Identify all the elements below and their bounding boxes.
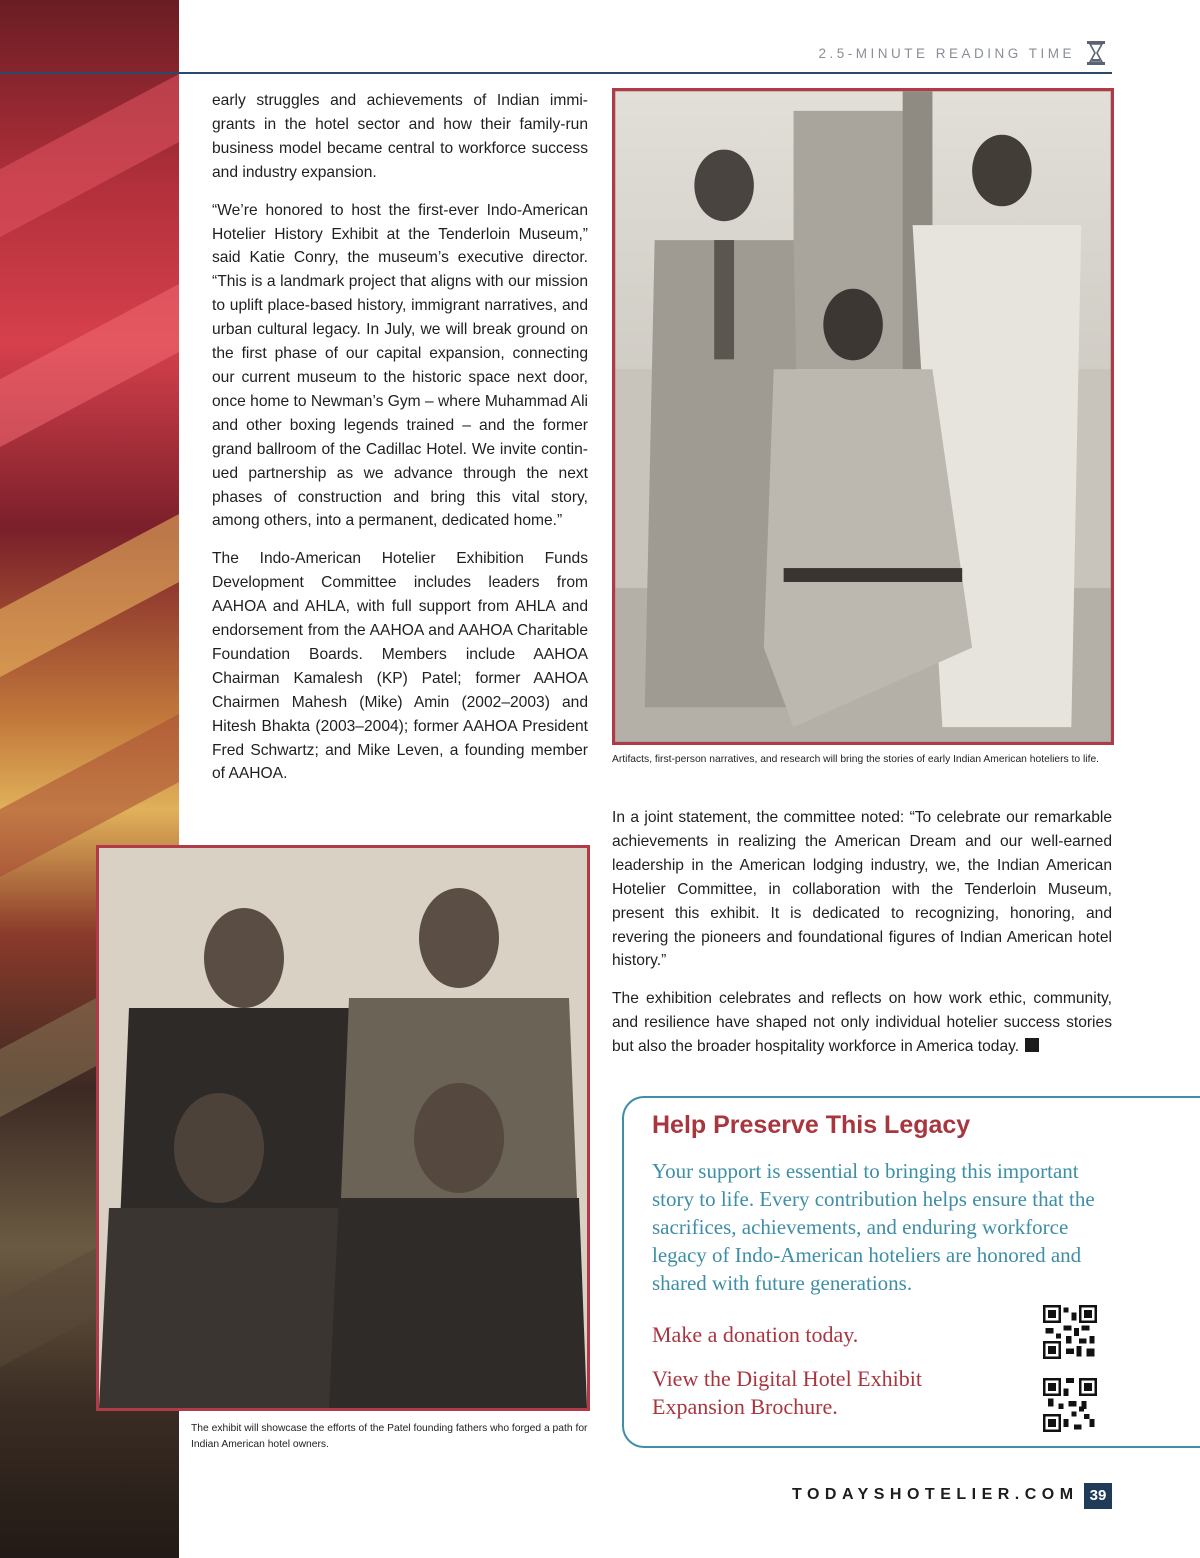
photo-caption-top: Artifacts, first-person narratives, and research will bring the stories of early Indian American hoteliers to life. bbox=[612, 754, 1100, 765]
brochure-qr-code[interactable] bbox=[1043, 1378, 1097, 1432]
historic-portrait-four-men bbox=[96, 845, 590, 1411]
donate-link[interactable]: Make a donation today. bbox=[652, 1322, 859, 1347]
hourglass-icon bbox=[1086, 40, 1106, 66]
article-paragraph: In a joint statement, the committee noted: “To celebrate our remarkable achievements in realizing the American Dream and our well-earned leadership in the American lodging industry, we, the Indian American Hotelier Committee, in collaboration with the Tenderloin Museum, present this exhibit. It is dedicated to recognizing, honoring, and revering the pioneers and foundational figures of Indian American hotel history.” bbox=[612, 809, 1112, 970]
footer-website: TODAYSHOTELIER.COM bbox=[792, 1486, 1079, 1503]
photo-caption-bottom: The exhibit will showcase the efforts of the Patel founding fathers who forged a path for Indian American hotel owners. bbox=[191, 1423, 588, 1450]
article-paragraph-text: The exhibition celebrates and reflects on how work ethic, community, and resilience have shaped not only individual hotelier success stories but also the broader hospitality workforce in America today. bbox=[612, 990, 1112, 1056]
article-left-column bbox=[212, 89, 588, 800]
facade-band bbox=[0, 48, 179, 251]
callout-title: Help Preserve This Legacy bbox=[652, 1111, 971, 1139]
header-rule bbox=[0, 72, 1112, 74]
facade-band bbox=[0, 488, 179, 691]
article-paragraph: The Indo-American Hotelier Exhibition Funds Development Committee includes leaders from AAHOA and AHLA, with full support from AHLA and endorsement from the AAHOA and AAHOA Charitable Foundation Boards. Members include AAHOA Chairman Kamalesh (KP) Patel; former AAHOA Chairmen Mahesh (Mike) Amin (2002–2003) and Hitesh Bhakta (2003–2004); former AAHOA President Fred Schwartz; and Mike Leven, a founding member of AAHOA. bbox=[212, 550, 588, 783]
historic-photo-three-men bbox=[612, 88, 1114, 745]
article-right-column bbox=[612, 806, 1112, 1073]
article-paragraph: early struggles and achievements of Indian immigrants in the hotel sector and how their family-run business model became central to workforce success and industry expansion. bbox=[212, 92, 588, 181]
donate-qr-code[interactable] bbox=[1043, 1305, 1097, 1359]
brochure-link[interactable]: View the Digital Hotel Exhibit Expansion Brochure. bbox=[652, 1366, 922, 1419]
page-number: 39 bbox=[1084, 1483, 1112, 1509]
facade-band bbox=[0, 258, 179, 461]
end-of-article-mark bbox=[1025, 1038, 1039, 1052]
article-paragraph: “We’re honored to host the first-ever Indo-American Hotelier History Exhibit at the Tenderloin Museum,” said Katie Conry, the museum’s executive director. “This is a landmark project that aligns with our mission to uplift place-based history, immigrant narratives, and urban cultural legacy. In July, we will break ground on the first phase of our capital expansion, connecting our current museum to the historic space next door, once home to Newman’s Gym – where Muhammad Ali and other boxing legends trained – and the former grand ballroom of the Cadillac Hotel. We invite continued partnership as we advance through the next phases of construction and bring this vital story, among others, into a permanent, dedicated home.” bbox=[212, 201, 588, 530]
callout-body: Your support is essential to bringing this important story to life. Every contribution helps ensure that the sacrifices, achievements, and enduring workforce legacy of Indo-American hoteliers are honored and shared with future generations. bbox=[652, 1159, 1095, 1295]
reading-time: 2.5-MINUTE READING TIME bbox=[818, 46, 1075, 61]
article-paragraph bbox=[612, 987, 1112, 1059]
